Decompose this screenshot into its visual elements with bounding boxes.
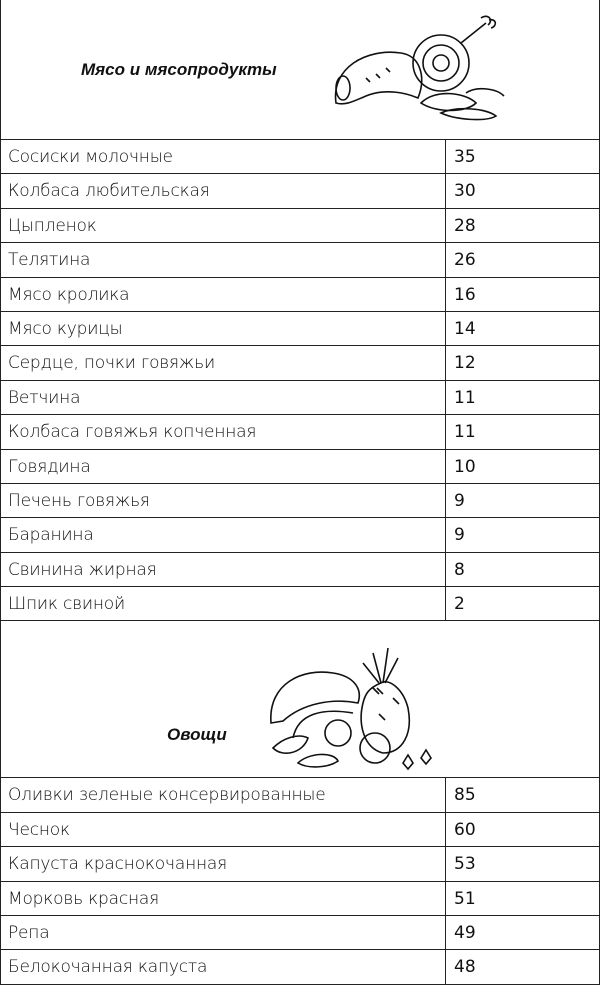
vegetables-illustration bbox=[263, 643, 438, 773]
product-name: Чеснок bbox=[1, 813, 446, 846]
table-row bbox=[1, 882, 599, 916]
product-name: Цыпленок bbox=[1, 209, 446, 242]
product-value: 2 bbox=[454, 594, 465, 615]
product-value: 10 bbox=[454, 456, 476, 477]
product-value: 28 bbox=[454, 215, 476, 236]
table-row bbox=[1, 916, 599, 950]
table-row bbox=[1, 847, 599, 881]
meat-rows bbox=[1, 140, 599, 621]
section-header-vegetables bbox=[1, 621, 599, 778]
table-row bbox=[1, 415, 599, 449]
product-name: Белокочанная капуста bbox=[1, 950, 446, 983]
table-row bbox=[1, 587, 599, 621]
product-value: 30 bbox=[454, 181, 476, 202]
table-row bbox=[1, 553, 599, 587]
section-title: Мясо и мясопродукты bbox=[81, 60, 277, 79]
product-name: Свинина жирная bbox=[1, 553, 446, 586]
product-value: 16 bbox=[454, 284, 476, 305]
product-value: 53 bbox=[454, 854, 476, 875]
table-row bbox=[1, 518, 599, 552]
product-value: 9 bbox=[454, 525, 465, 546]
meat-illustration bbox=[326, 8, 516, 123]
table-row bbox=[1, 346, 599, 380]
table-row bbox=[1, 278, 599, 312]
section-header-meat bbox=[1, 0, 599, 140]
product-name: Телятина bbox=[1, 243, 446, 276]
table-row bbox=[1, 450, 599, 484]
product-name: Репа bbox=[1, 916, 446, 949]
product-value: 60 bbox=[454, 819, 476, 840]
product-name: Мясо курицы bbox=[1, 312, 446, 345]
product-value: 12 bbox=[454, 353, 476, 374]
section-title: Овощи bbox=[167, 725, 227, 745]
table-row bbox=[1, 813, 599, 847]
product-name: Баранина bbox=[1, 518, 446, 551]
product-value: 35 bbox=[454, 147, 476, 167]
product-value: 11 bbox=[454, 387, 476, 408]
vegetable-rows bbox=[1, 778, 599, 984]
product-value: 49 bbox=[454, 923, 476, 944]
product-value: 11 bbox=[454, 422, 476, 443]
product-value: 85 bbox=[454, 785, 476, 806]
table-row bbox=[1, 950, 599, 984]
product-name: Шпик свиной bbox=[1, 587, 446, 620]
product-value: 51 bbox=[454, 888, 476, 909]
product-name: Капуста краснокочанная bbox=[1, 847, 446, 880]
table-row bbox=[1, 174, 599, 208]
table-row bbox=[1, 140, 599, 174]
product-value: 8 bbox=[454, 559, 465, 580]
product-name: Ветчина bbox=[1, 381, 446, 414]
table-row bbox=[1, 312, 599, 346]
table-row bbox=[1, 243, 599, 277]
table-row bbox=[1, 484, 599, 518]
product-name: Оливки зеленые консервированные bbox=[1, 778, 446, 811]
product-name: Морковь красная bbox=[1, 882, 446, 915]
table-row bbox=[1, 778, 599, 812]
product-name: Мясо кролика bbox=[1, 278, 446, 311]
product-value: 48 bbox=[454, 957, 476, 978]
product-name: Печень говяжья bbox=[1, 484, 446, 517]
product-value: 14 bbox=[454, 318, 476, 339]
product-name: Сосиски молочные bbox=[1, 140, 446, 173]
product-name: Колбаса любительская bbox=[1, 174, 446, 207]
product-name: Сердце, почки говяжьи bbox=[1, 346, 446, 379]
product-value: 26 bbox=[454, 250, 476, 271]
table-row bbox=[1, 209, 599, 243]
product-name: Говядина bbox=[1, 450, 446, 483]
table-row bbox=[1, 381, 599, 415]
product-value: 9 bbox=[454, 490, 465, 511]
product-name: Колбаса говяжья копченная bbox=[1, 415, 446, 448]
